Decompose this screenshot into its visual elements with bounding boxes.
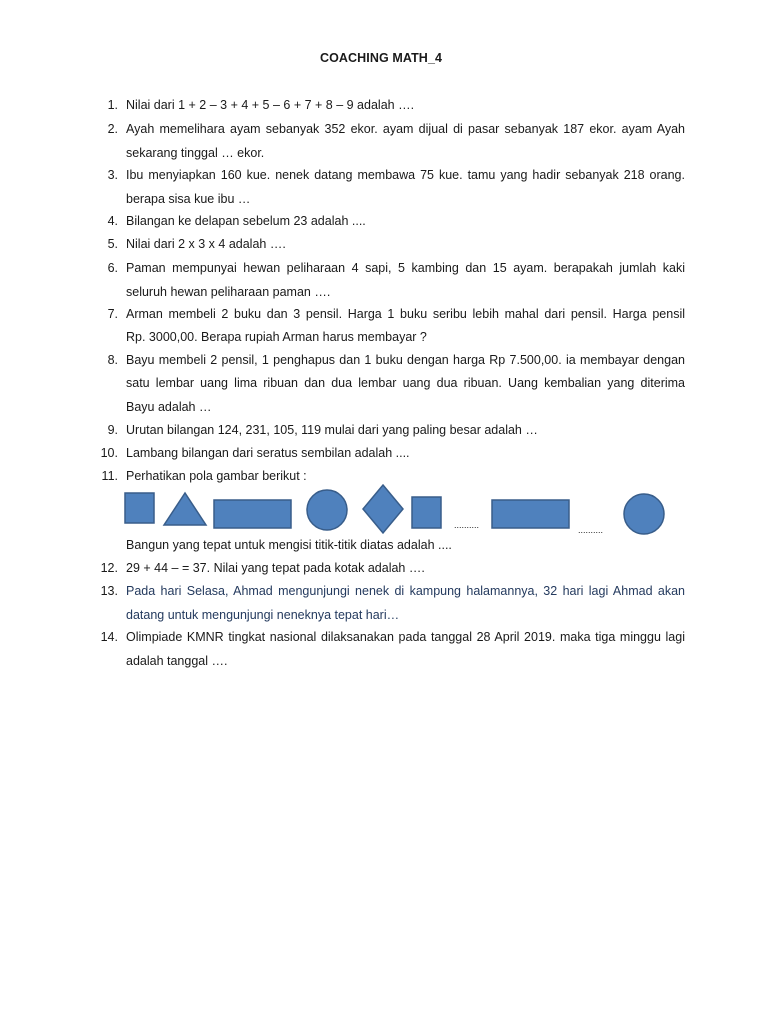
question-number: 4. <box>107 214 118 228</box>
question-number: 12. <box>100 561 118 575</box>
triangle-shape <box>164 493 206 525</box>
rectangle-shape <box>492 500 569 528</box>
question-number: 13. <box>100 584 118 598</box>
question-text: Nilai dari 1 + 2 – 3 + 4 + 5 – 6 + 7 + 8 – 9 adalah …. <box>126 98 415 112</box>
question-number: 1. <box>107 98 118 112</box>
question-text: Bilangan ke delapan sebelum 23 adalah .... <box>126 214 366 228</box>
question-number: 7. <box>107 307 118 321</box>
question-text: Bayu adalah … <box>126 400 212 414</box>
question-text: satu lembar uang lima ribuan dan dua lembar uang dua ribuan. Uang kembalian yang diterima <box>126 376 685 390</box>
page-title: COACHING MATH_4 <box>319 51 443 65</box>
question-text: sekarang tinggal … ekor. <box>126 146 265 160</box>
circle-shape <box>307 490 347 530</box>
question-text: berapa sisa kue ibu … <box>126 192 251 206</box>
question-number: 3. <box>107 168 118 182</box>
question-text: Ibu menyiapkan 160 kue. nenek datang membawa 75 kue. tamu yang hadir sebanyak 218 orang. <box>126 168 685 182</box>
question-number: 11. <box>101 469 118 483</box>
question-text: Ayah memelihara ayam sebanyak 352 ekor. ayam dijual di pasar sebanyak 187 ekor. ayam Ayah <box>126 122 685 136</box>
question-number: 9. <box>107 423 118 437</box>
question-text: datang untuk mengunjungi neneknya tepat hari… <box>126 608 400 622</box>
question-text: 29 + 44 – = 37. Nilai yang tepat pada kotak adalah …. <box>126 561 425 575</box>
question-text: Pada hari Selasa, Ahmad mengunjungi nenek di kampung halamannya, 32 hari lagi Ahmad akan <box>126 584 685 598</box>
blank-dots: .......... <box>578 525 604 535</box>
question-text: Urutan bilangan 124, 231, 105, 119 mulai dari yang paling besar adalah … <box>126 423 538 437</box>
square-shape <box>125 493 154 523</box>
shape-pattern <box>0 480 768 540</box>
question-text: Paman mempunyai hewan peliharaan 4 sapi, 5 kambing dan 15 ayam. berapakah jumlah kaki <box>126 261 685 275</box>
question-text: Lambang bilangan dari seratus sembilan adalah .... <box>126 446 410 460</box>
question-text: Olimpiade KMNR tingkat nasional dilaksanakan pada tanggal 28 April 2019. maka tiga minggu lagi <box>126 630 685 644</box>
square-shape <box>412 497 441 528</box>
question-number: 2. <box>107 122 118 136</box>
diamond-shape <box>363 485 403 533</box>
question-number: 5. <box>107 237 118 251</box>
question-text: Rp. 3000,00. Berapa rupiah Arman harus membayar ? <box>126 330 427 344</box>
question-number: 6. <box>107 261 118 275</box>
question-text: Bayu membeli 2 pensil, 1 penghapus dan 1 buku dengan harga Rp 7.500,00. ia membayar dengan <box>126 353 685 367</box>
question-text: Arman membeli 2 buku dan 3 pensil. Harga 1 buku seribu lebih mahal dari pensil. Harga pensil <box>126 307 685 321</box>
circle-shape <box>624 494 664 534</box>
question-text: seluruh hewan peliharaan paman …. <box>126 285 331 299</box>
question-text: Nilai dari 2 x 3 x 4 adalah …. <box>126 237 286 251</box>
question-text: Perhatikan pola gambar berikut : <box>126 469 307 483</box>
question-text: Bangun yang tepat untuk mengisi titik-titik diatas adalah .... <box>126 538 452 552</box>
question-number: 8. <box>107 353 118 367</box>
question-text: adalah tanggal …. <box>126 654 228 668</box>
blank-dots: .......... <box>454 520 480 530</box>
question-number: 14. <box>100 630 118 644</box>
rectangle-shape <box>214 500 291 528</box>
question-number: 10. <box>100 446 118 460</box>
